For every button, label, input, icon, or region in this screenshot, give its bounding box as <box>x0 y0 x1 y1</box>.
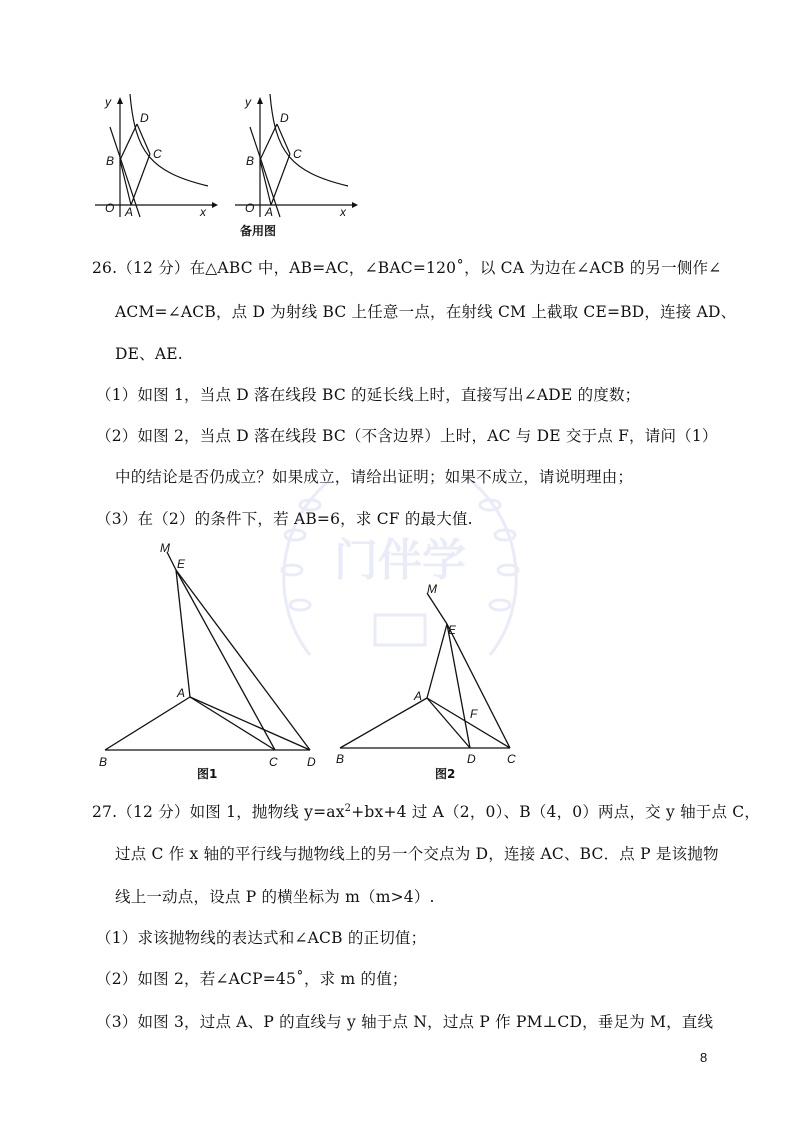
svg-text:B: B <box>246 154 255 168</box>
svg-text:A: A <box>414 689 423 703</box>
svg-text:C: C <box>269 755 278 769</box>
q26-line3: DE、AE. <box>115 345 183 363</box>
q26-figure-2 <box>335 580 530 785</box>
svg-text:O: O <box>105 201 115 215</box>
svg-text:C: C <box>153 147 162 161</box>
svg-text:A: A <box>265 205 274 219</box>
q26-part1: （1）如图 1，当点 D 落在线段 BC 的延长线上时，直接写出∠ADE 的度数； <box>96 386 641 404</box>
svg-text:A: A <box>177 686 186 700</box>
page-number: 8 <box>700 1050 708 1065</box>
svg-text:D: D <box>280 111 289 125</box>
svg-text:A: A <box>125 205 134 219</box>
svg-text:B: B <box>99 755 108 769</box>
q27-part1: （1）求该抛物线的表达式和∠ACB 的正切值； <box>96 929 427 947</box>
q27-line1: 27.（12 分）如图 1，抛物线 $y=ax^2+bx+4$ 过 A（2，0）、B（4，0）两点，交 y 轴于点 C， <box>92 802 761 821</box>
top-figure-a <box>90 92 220 222</box>
figure-1-caption: 图1 <box>197 767 218 781</box>
svg-text:D: D <box>140 111 149 125</box>
svg-text:C: C <box>507 752 516 766</box>
svg-text:C: C <box>293 147 302 161</box>
q26-part2b: 中的结论是否仍成立？如果成立，请给出证明；如果不成立，请说明理由； <box>115 468 634 486</box>
svg-text:x: x <box>340 205 346 219</box>
svg-text:B: B <box>336 752 345 766</box>
svg-text:x: x <box>200 205 206 219</box>
q26-figure-1 <box>95 540 335 785</box>
svg-text:E: E <box>177 557 186 571</box>
svg-text:M: M <box>427 582 437 596</box>
watermark-text: 门伴学 <box>334 535 466 586</box>
svg-text:B: B <box>106 154 115 168</box>
q26-part3: （3）在（2）的条件下，若 AB=6，求 CF 的最大值. <box>96 510 473 528</box>
figure-caption-spare: 备用图 <box>240 224 277 238</box>
q27-part3: （3）如图 3，过点 A、P 的直线与 y 轴于点 N，过点 P 作 PM⊥CD，垂足为 M，直线 <box>96 1013 714 1031</box>
q26-line2: ACM=∠ACB，点 D 为射线 BC 上任意一点，在射线 CM 上截取 CE=BD，连接 AD、 <box>115 303 737 321</box>
q27-line2: 过点 C 作 x 轴的平行线与抛物线上的另一个交点为 D，连接 AC、BC．点 P 是该抛物 <box>115 845 719 863</box>
svg-text:M: M <box>160 541 170 555</box>
svg-text:F: F <box>470 707 478 721</box>
svg-text:D: D <box>467 752 476 766</box>
svg-text:E: E <box>448 623 457 637</box>
svg-text:y: y <box>245 95 251 109</box>
q27-line3: 线上一动点，设点 P 的横坐标为 m（m>4）. <box>115 888 435 906</box>
top-figure-b <box>230 92 360 237</box>
q26-part2a: （2）如图 2，当点 D 落在线段 BC（不含边界）上时，AC 与 DE 交于点 F，请问（1） <box>96 427 718 445</box>
q26-line1: 26.（12 分）在△ABC 中，AB=AC，∠BAC=120˚，以 CA 为边在∠ACB 的另一侧作∠ <box>92 259 722 277</box>
svg-text:y: y <box>105 95 111 109</box>
svg-text:O: O <box>245 201 255 215</box>
figure-2-caption: 图2 <box>435 767 456 781</box>
q27-part2: （2）如图 2，若∠ACP=45˚，求 m 的值； <box>96 970 408 988</box>
svg-text:D: D <box>307 755 316 769</box>
